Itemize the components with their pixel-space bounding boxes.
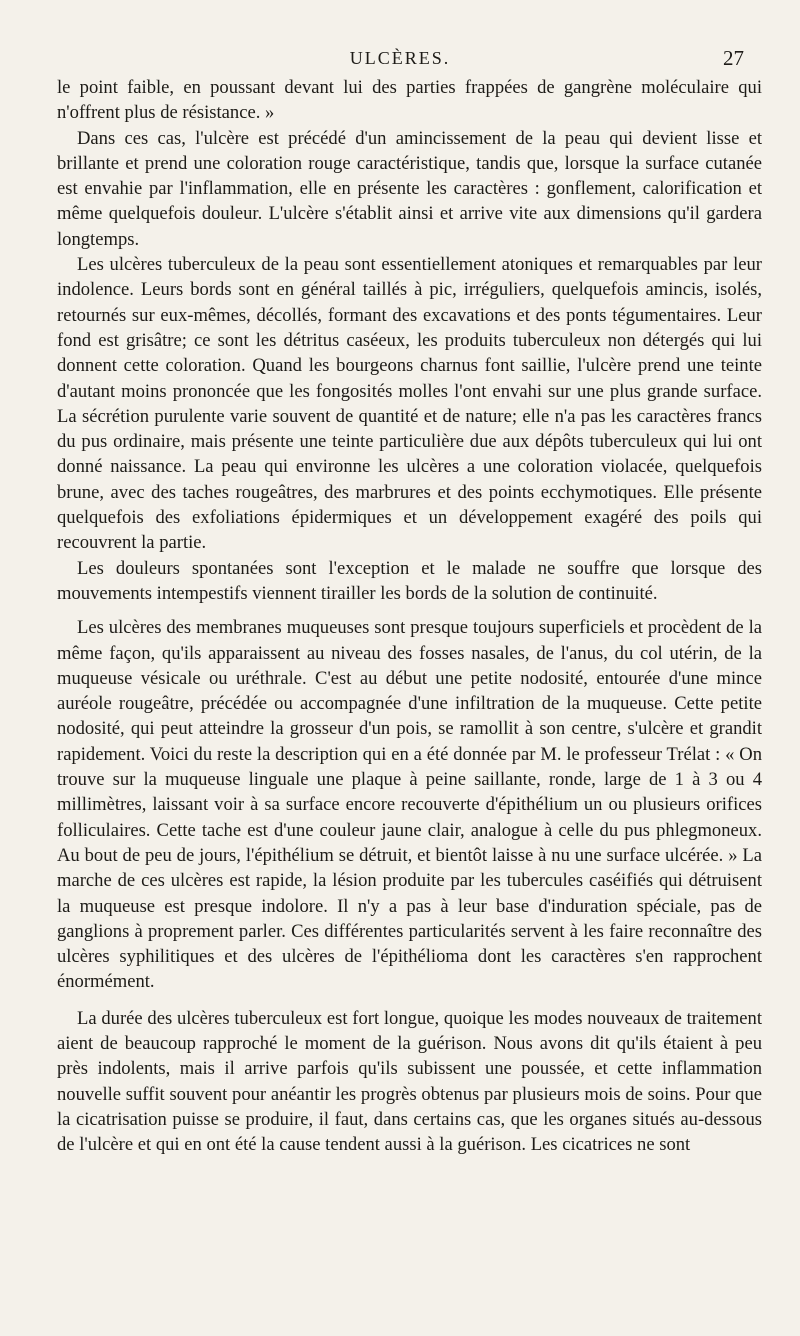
running-head: ULCÈRES. <box>349 48 451 68</box>
paragraph: Les douleurs spontanées sont l'exception et le malade ne souffre que lorsque des mouvements intempestifs viennent tirailler les bords de la solution de continuité. <box>57 557 762 604</box>
paragraph: Dans ces cas, l'ulcère est précédé d'un amincissement de la peau qui devient lisse et brillante et prend une coloration rouge caractéristique, tandis que, lorsque la surface cutanée est envahie par l'inflammation, elle en présente les caractères : gonflement, calorification et même quelquefois douleur. L'ulcère s'établit ainsi et arrive vite aux dimensions qu'il gardera longtemps. <box>57 127 762 250</box>
paragraph: Les ulcères des membranes muqueuses sont presque toujours superficiels et procèdent de la même façon, qu'ils apparaissent au niveau des fosses nasales, de l'anus, du col utérin, de la muqueuse vésicale ou uréthrale. C'est au début une petite nodosité, entourée d'une mince auréole rougeâtre, précédée ou accompagnée d'une infiltration de la muqueuse. Cette petite nodosité, qui peut atteindre la grosseur d'un pois, se ramollit à son centre, s'ulcère et grandit rapidement. Voici du reste la description qui en a été donnée par M. le professeur Trélat : « On trouve sur la muqueuse linguale une plaque à peine saillante, ronde, large de 1 à 3 ou 4 millimètres, laissant voir à sa surface encore recouverte d'épithélium un ou plusieurs orifices folliculaires. Cette tache est d'une couleur jaune clair, analogue à celle du pus phlegmoneux. Au bout de peu de jours, l'épithélium se détruit, et bientôt laisse à nu une surface ulcérée. » La marche de ces ulcères est rapide, la lésion produite par les tubercules caséifiés qui détruisent la muqueuse est presque indolore. Il n'y a pas à leur base d'induration spéciale, pas de ganglions à proprement parler. Ces différentes particularités servent à les faire reconnaître des ulcères syphilitiques et des ulcères de l'épithélioma dont les caractères s'en rapprochent énormément. <box>57 617 762 993</box>
paragraph: La durée des ulcères tuberculeux est fort longue, quoique les modes nouveaux de traitement aient de beaucoup rapproché le moment de la guérison. Nous avons dit qu'ils étaient à peu près indolents, mais il arrive parfois qu'ils subissent une poussée, et cette inflammation nouvelle suffit souvent pour anéantir les progrès obtenus par plusieurs mois de soins. Pour que la cicatrisation puisse se produire, il faut, dans certains cas, que les organes situés au-dessous de l'ulcère et qui en ont été la cause tendent aussi à la guérison. Les cicatrices ne sont <box>57 1007 762 1156</box>
page-header <box>56 46 744 76</box>
body-text <box>57 75 762 1157</box>
page-number: 27 <box>723 46 744 70</box>
paragraph: Les ulcères tuberculeux de la peau sont essentiellement atoniques et remarquables par leur indolence. Leurs bords sont en général taillés à pic, irréguliers, quelquefois amincis, isolés, retournés sur eux-mêmes, décollés, formant des excavations et des ponts tégumentaires. Leur fond est grisâtre; ce sont les détritus caséeux, les produits tuberculeux non détergés qui lui donnent cette coloration. Quand les bourgeons charnus font saillie, l'ulcère prend une teinte d'autant moins prononcée que les fongosités molles l'ont envahi sur une plus grande surface. La sécrétion purulente varie souvent de quantité et de nature; elle n'a pas les caractères francs du pus ordinaire, mais présente une teinte particulière due aux dépôts tuberculeux qui lui ont donné naissance. La peau qui environne les ulcères a une coloration violacée, quelquefois brune, avec des taches rougeâtres, des marbrures et des points ecchymotiques. Elle présente quelquefois des exfoliations épidermiques et un développement exagéré des poils qui recouvrent la partie. <box>57 254 762 554</box>
paragraph-continuation: le point faible, en poussant devant lui des parties frappées de gangrène moléculaire qui n'offrent plus de résistance. » <box>57 77 762 124</box>
